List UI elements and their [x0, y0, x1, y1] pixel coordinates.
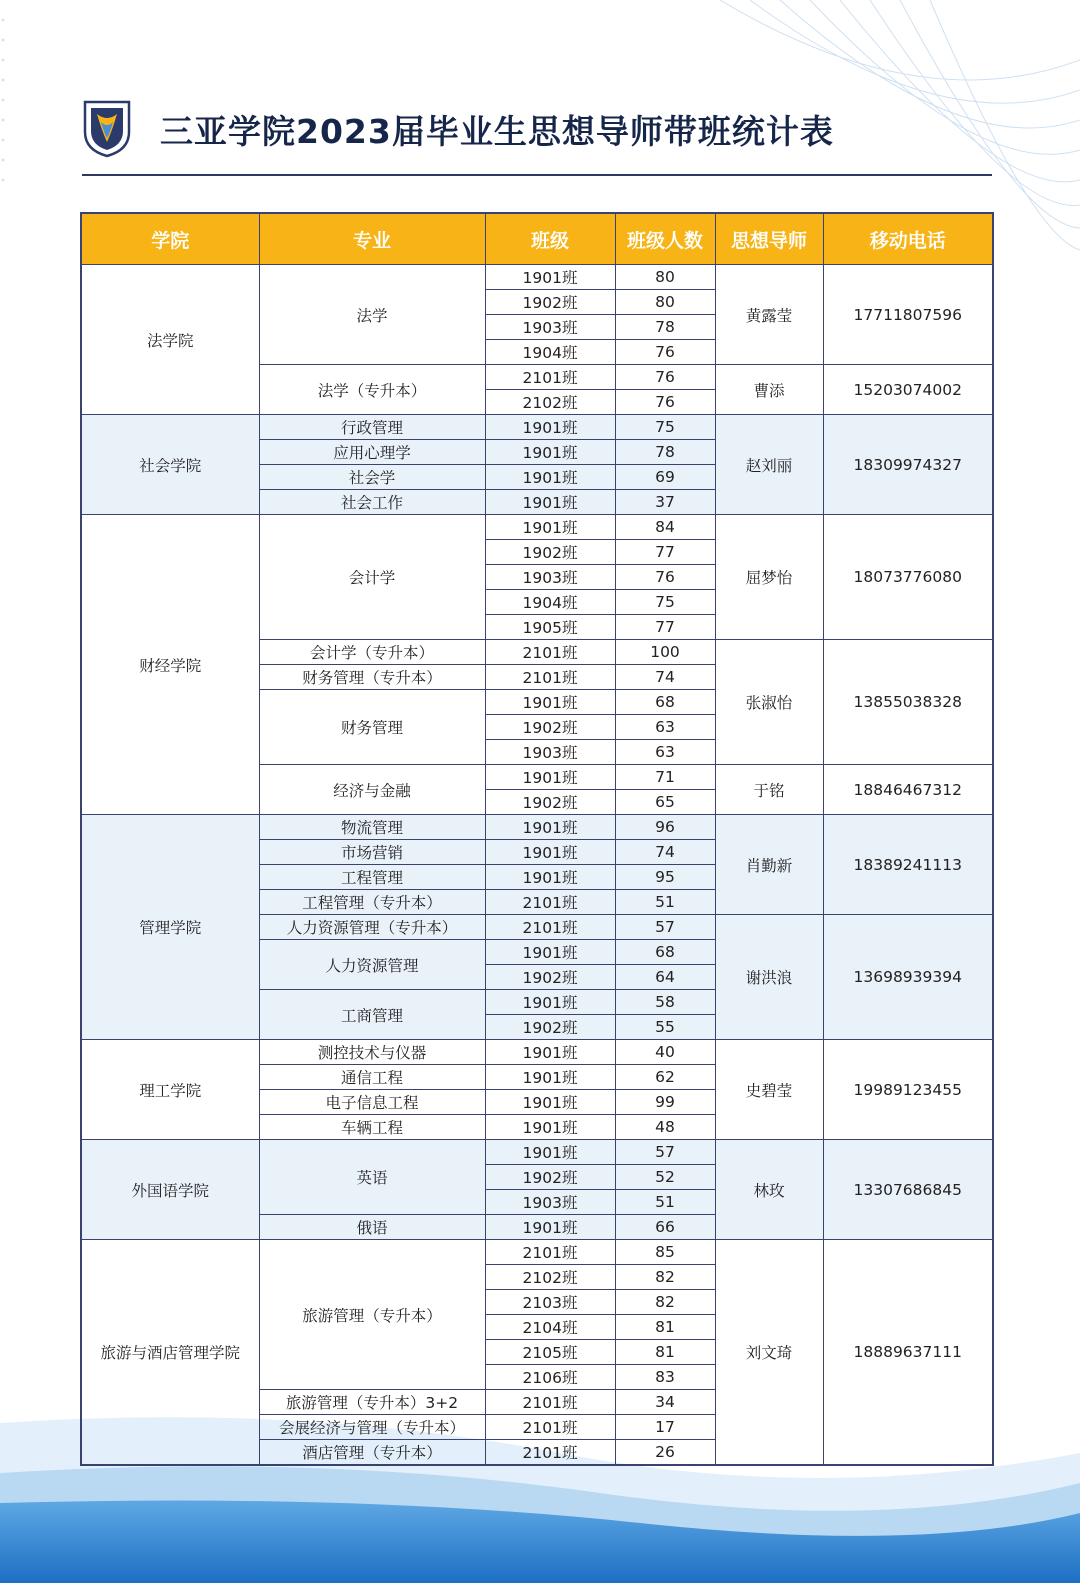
- class-size-cell: 75: [615, 590, 715, 615]
- phone-cell: 13698939394: [823, 915, 993, 1040]
- major-cell: 人力资源管理: [259, 940, 485, 990]
- class-size-cell: 96: [615, 815, 715, 840]
- major-cell: 会计学: [259, 515, 485, 640]
- class-cell: 1902班: [485, 1015, 615, 1040]
- table-row: [81, 515, 993, 540]
- class-cell: 1902班: [485, 790, 615, 815]
- class-cell: 2101班: [485, 1240, 615, 1265]
- class-size-cell: 95: [615, 865, 715, 890]
- major-cell: 旅游管理（专升本）3+2: [259, 1390, 485, 1415]
- table-row: [81, 265, 993, 290]
- tutor-cell: 林玫: [715, 1140, 823, 1240]
- class-size-cell: 81: [615, 1315, 715, 1340]
- class-size-cell: 84: [615, 515, 715, 540]
- class-cell: 1901班: [485, 1140, 615, 1165]
- class-size-cell: 82: [615, 1265, 715, 1290]
- major-cell: 电子信息工程: [259, 1090, 485, 1115]
- class-size-cell: 76: [615, 340, 715, 365]
- class-size-cell: 52: [615, 1165, 715, 1190]
- class-size-cell: 58: [615, 990, 715, 1015]
- class-size-cell: 55: [615, 1015, 715, 1040]
- column-header-phone: 移动电话: [823, 213, 993, 265]
- class-size-cell: 80: [615, 290, 715, 315]
- class-size-cell: 75: [615, 415, 715, 440]
- table-row: [81, 815, 993, 840]
- class-size-cell: 100: [615, 640, 715, 665]
- class-size-cell: 63: [615, 740, 715, 765]
- class-size-cell: 74: [615, 840, 715, 865]
- column-header-major: 专业: [259, 213, 485, 265]
- major-cell: 测控技术与仪器: [259, 1040, 485, 1065]
- tutor-cell: 黄露莹: [715, 265, 823, 365]
- phone-cell: 18073776080: [823, 515, 993, 640]
- college-cell: 财经学院: [81, 515, 259, 815]
- major-cell: 行政管理: [259, 415, 485, 440]
- major-cell: 俄语: [259, 1215, 485, 1240]
- college-group: [81, 1240, 993, 1466]
- class-cell: 1901班: [485, 815, 615, 840]
- class-cell: 2101班: [485, 915, 615, 940]
- tutor-cell: 肖勤新: [715, 815, 823, 915]
- class-cell: 2105班: [485, 1340, 615, 1365]
- class-cell: 2101班: [485, 365, 615, 390]
- class-size-cell: 80: [615, 265, 715, 290]
- class-cell: 1901班: [485, 415, 615, 440]
- tutor-cell: 于铭: [715, 765, 823, 815]
- major-cell: 市场营销: [259, 840, 485, 865]
- class-cell: 1901班: [485, 1040, 615, 1065]
- college-cell: 外国语学院: [81, 1140, 259, 1240]
- phone-cell: 19989123455: [823, 1040, 993, 1140]
- class-size-cell: 77: [615, 540, 715, 565]
- university-crest-logo: [82, 98, 132, 158]
- class-cell: 1902班: [485, 290, 615, 315]
- class-size-cell: 78: [615, 440, 715, 465]
- tutor-assignment-table: [80, 212, 994, 1466]
- class-size-cell: 17: [615, 1415, 715, 1440]
- class-cell: 1901班: [485, 1065, 615, 1090]
- major-cell: 车辆工程: [259, 1115, 485, 1140]
- class-size-cell: 40: [615, 1040, 715, 1065]
- college-group: [81, 815, 993, 1040]
- class-size-cell: 76: [615, 565, 715, 590]
- table-row: [81, 415, 993, 440]
- phone-cell: 18889637111: [823, 1240, 993, 1466]
- class-size-cell: 37: [615, 490, 715, 515]
- major-cell: 工商管理: [259, 990, 485, 1040]
- class-cell: 1901班: [485, 940, 615, 965]
- class-size-cell: 85: [615, 1240, 715, 1265]
- class-cell: 1901班: [485, 440, 615, 465]
- college-group: [81, 415, 993, 515]
- major-cell: 酒店管理（专升本）: [259, 1440, 485, 1466]
- major-cell: 会计学（专升本）: [259, 640, 485, 665]
- class-cell: 1901班: [485, 1090, 615, 1115]
- class-size-cell: 57: [615, 915, 715, 940]
- class-cell: 2102班: [485, 390, 615, 415]
- class-size-cell: 64: [615, 965, 715, 990]
- major-cell: 工程管理: [259, 865, 485, 890]
- class-size-cell: 78: [615, 315, 715, 340]
- college-group: [81, 265, 993, 415]
- class-cell: 1901班: [485, 690, 615, 715]
- table-row: [81, 1140, 993, 1165]
- class-size-cell: 77: [615, 615, 715, 640]
- class-cell: 1901班: [485, 840, 615, 865]
- class-size-cell: 68: [615, 940, 715, 965]
- class-size-cell: 71: [615, 765, 715, 790]
- major-cell: 社会工作: [259, 490, 485, 515]
- class-cell: 1901班: [485, 990, 615, 1015]
- class-cell: 1901班: [485, 465, 615, 490]
- class-size-cell: 74: [615, 665, 715, 690]
- tutor-cell: 曹添: [715, 365, 823, 415]
- tutor-cell: 刘文琦: [715, 1240, 823, 1466]
- table-row: [81, 1040, 993, 1065]
- header-divider: [82, 174, 992, 176]
- class-size-cell: 57: [615, 1140, 715, 1165]
- class-cell: 1903班: [485, 565, 615, 590]
- major-cell: 工程管理（专升本）: [259, 890, 485, 915]
- class-cell: 1905班: [485, 615, 615, 640]
- major-cell: 物流管理: [259, 815, 485, 840]
- class-size-cell: 65: [615, 790, 715, 815]
- column-header-tutor: 思想导师: [715, 213, 823, 265]
- major-cell: 社会学: [259, 465, 485, 490]
- class-size-cell: 51: [615, 1190, 715, 1215]
- class-cell: 1901班: [485, 265, 615, 290]
- major-cell: 经济与金融: [259, 765, 485, 815]
- table-row: [81, 1240, 993, 1265]
- class-cell: 2102班: [485, 1265, 615, 1290]
- class-cell: 2101班: [485, 665, 615, 690]
- tutor-cell: 赵刘丽: [715, 415, 823, 515]
- class-cell: 1902班: [485, 715, 615, 740]
- college-cell: 社会学院: [81, 415, 259, 515]
- class-size-cell: 51: [615, 890, 715, 915]
- column-header-class-size: 班级人数: [615, 213, 715, 265]
- college-group: [81, 1040, 993, 1140]
- class-size-cell: 68: [615, 690, 715, 715]
- college-cell: 理工学院: [81, 1040, 259, 1140]
- class-cell: 2101班: [485, 1390, 615, 1415]
- page-header: [82, 98, 992, 162]
- college-cell: 管理学院: [81, 815, 259, 1040]
- dot-pattern-decoration: [0, 0, 10, 260]
- class-cell: 1901班: [485, 765, 615, 790]
- class-cell: 1903班: [485, 740, 615, 765]
- class-cell: 2101班: [485, 1440, 615, 1466]
- table-header-row: [81, 213, 993, 265]
- class-cell: 1903班: [485, 1190, 615, 1215]
- major-cell: 财务管理（专升本）: [259, 665, 485, 690]
- class-cell: 1904班: [485, 340, 615, 365]
- class-cell: 1902班: [485, 965, 615, 990]
- class-cell: 2101班: [485, 1415, 615, 1440]
- college-group: [81, 515, 993, 815]
- tutor-cell: 谢洪浪: [715, 915, 823, 1040]
- column-header-class: 班级: [485, 213, 615, 265]
- class-size-cell: 26: [615, 1440, 715, 1466]
- major-cell: 英语: [259, 1140, 485, 1215]
- class-size-cell: 62: [615, 1065, 715, 1090]
- phone-cell: 18389241113: [823, 815, 993, 915]
- class-cell: 1902班: [485, 1165, 615, 1190]
- college-cell: 法学院: [81, 265, 259, 415]
- class-size-cell: 76: [615, 365, 715, 390]
- major-cell: 旅游管理（专升本）: [259, 1240, 485, 1390]
- class-cell: 1901班: [485, 490, 615, 515]
- class-cell: 1904班: [485, 590, 615, 615]
- college-cell: 旅游与酒店管理学院: [81, 1240, 259, 1466]
- phone-cell: 18846467312: [823, 765, 993, 815]
- class-cell: 1901班: [485, 1215, 615, 1240]
- major-cell: 法学: [259, 265, 485, 365]
- class-size-cell: 66: [615, 1215, 715, 1240]
- class-size-cell: 81: [615, 1340, 715, 1365]
- tutor-cell: 张淑怡: [715, 640, 823, 765]
- college-group: [81, 1140, 993, 1240]
- tutor-cell: 史碧莹: [715, 1040, 823, 1140]
- phone-cell: 13855038328: [823, 640, 993, 765]
- class-cell: 2104班: [485, 1315, 615, 1340]
- class-size-cell: 48: [615, 1115, 715, 1140]
- major-cell: 财务管理: [259, 690, 485, 765]
- phone-cell: 18309974327: [823, 415, 993, 515]
- major-cell: 通信工程: [259, 1065, 485, 1090]
- class-cell: 2101班: [485, 890, 615, 915]
- class-cell: 1901班: [485, 1115, 615, 1140]
- major-cell: 应用心理学: [259, 440, 485, 465]
- class-cell: 1901班: [485, 515, 615, 540]
- class-cell: 2101班: [485, 640, 615, 665]
- class-size-cell: 34: [615, 1390, 715, 1415]
- class-cell: 1903班: [485, 315, 615, 340]
- tutor-cell: 屈梦怡: [715, 515, 823, 640]
- major-cell: 人力资源管理（专升本）: [259, 915, 485, 940]
- major-cell: 法学（专升本）: [259, 365, 485, 415]
- major-cell: 会展经济与管理（专升本）: [259, 1415, 485, 1440]
- class-cell: 2106班: [485, 1365, 615, 1390]
- class-size-cell: 99: [615, 1090, 715, 1115]
- phone-cell: 17711807596: [823, 265, 993, 365]
- phone-cell: 15203074002: [823, 365, 993, 415]
- column-header-college: 学院: [81, 213, 259, 265]
- class-cell: 1901班: [485, 865, 615, 890]
- class-cell: 2103班: [485, 1290, 615, 1315]
- class-size-cell: 69: [615, 465, 715, 490]
- class-cell: 1902班: [485, 540, 615, 565]
- page-title: 三亚学院2023届毕业生思想导师带班统计表: [160, 112, 834, 151]
- class-size-cell: 83: [615, 1365, 715, 1390]
- class-size-cell: 63: [615, 715, 715, 740]
- phone-cell: 13307686845: [823, 1140, 993, 1240]
- class-size-cell: 76: [615, 390, 715, 415]
- class-size-cell: 82: [615, 1290, 715, 1315]
